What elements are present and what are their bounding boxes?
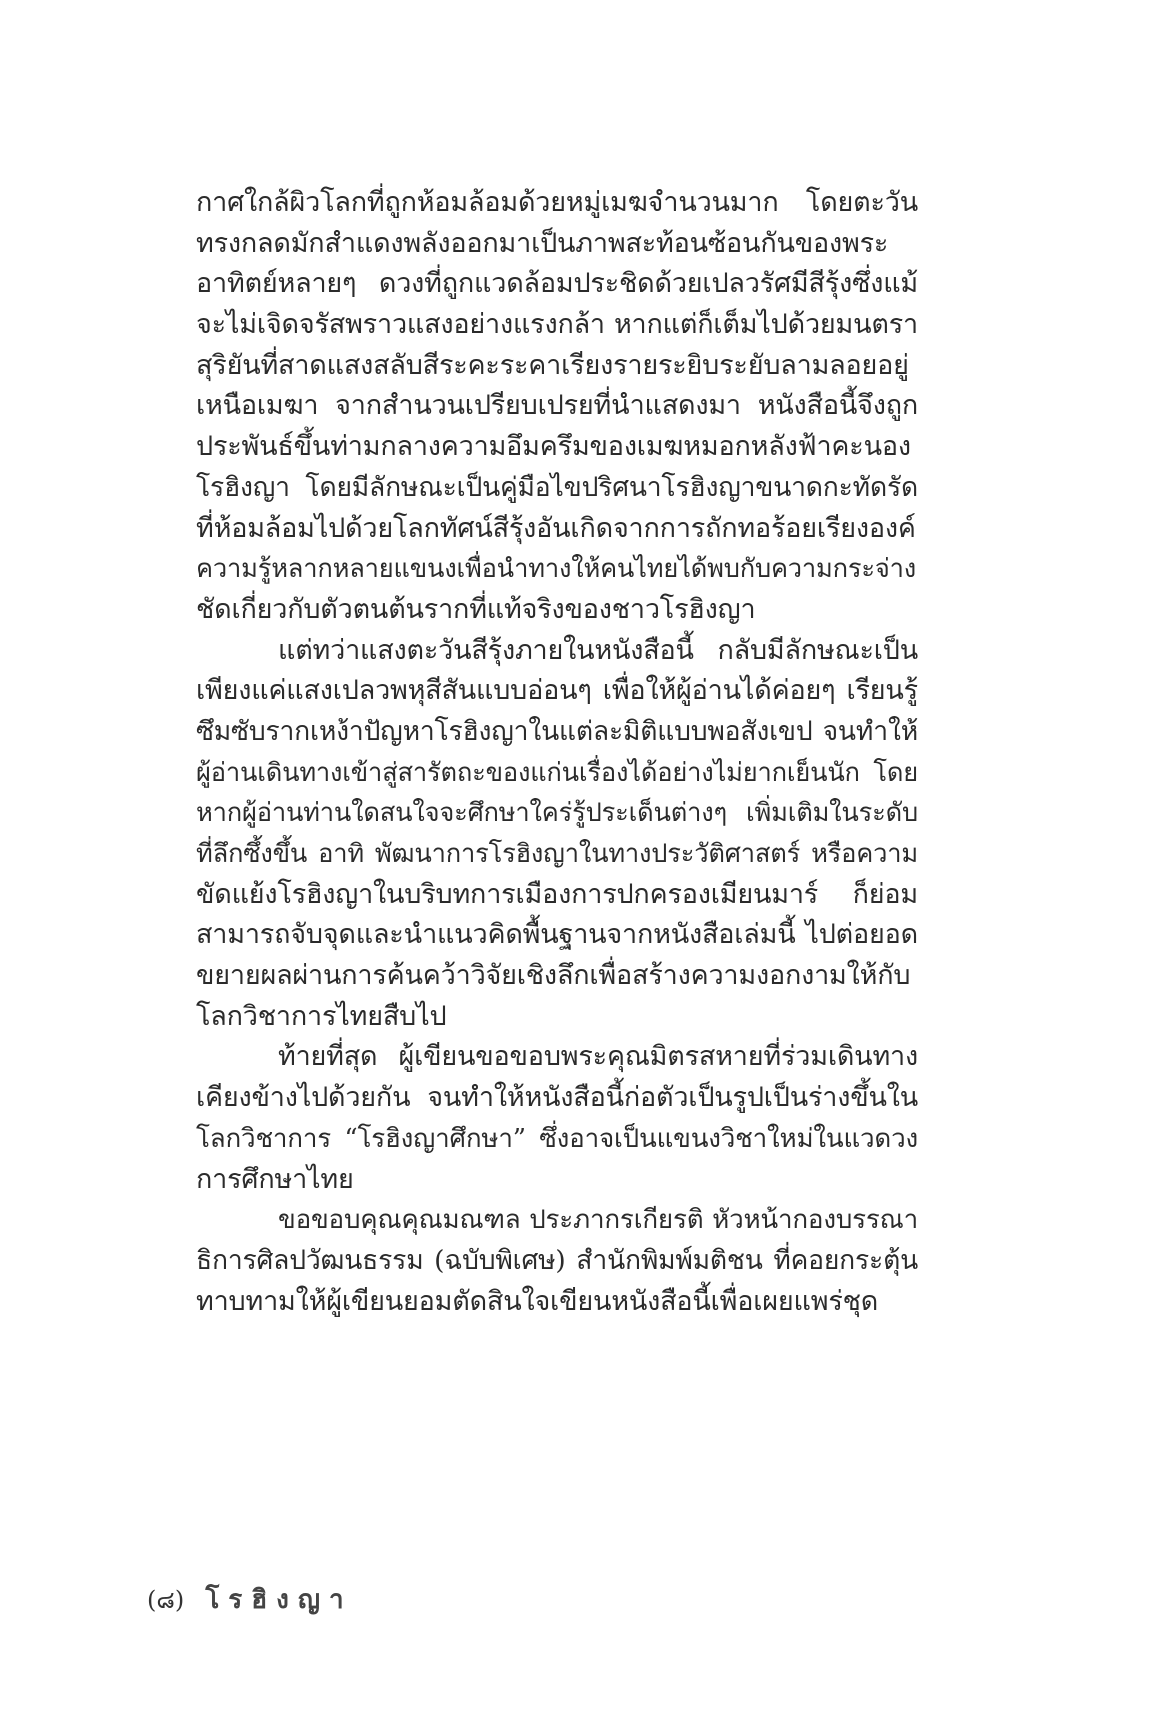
paragraph-first-line: ขอขอบคุณคุณมณฑล ประภากรเกียรติ หัวหน้ากองบรรณา [278, 1205, 918, 1236]
text-line: ขยายผลผ่านการค้นคว้าวิจัยเชิงลึกเพื่อสร้างความงอกงามให้กับ [196, 960, 911, 992]
text-line: กาศใกล้ผิวโลกที่ถูกห้อมล้อมด้วยหมู่เมฆจำนวนมาก โดยตะวัน [196, 187, 918, 218]
text-line: หากผู้อ่านท่านใดสนใจจะศึกษาใคร่รู้ประเด็นต่างๆ เพิ่มเติมในระดับ [196, 798, 918, 829]
page-footer [147, 1580, 353, 1620]
body-text [196, 183, 918, 1322]
text-line: ที่ลึกซึ้งขึ้น อาทิ พัฒนาการโรฮิงญาในทางประวัติศาสตร์ หรือความ [196, 839, 918, 869]
text-line: สามารถจับจุดและนำแนวคิดพื้นฐานจากหนังสือเล่มนี้ ไปต่อยอด [196, 919, 918, 951]
text-line: เพียงแค่แสงเปลวพหุสีสันแบบอ่อนๆ เพื่อให้ผู้อ่านได้ค่อยๆ เรียนรู้ [196, 675, 918, 707]
running-title: โรฮิงญา [205, 1585, 353, 1615]
page-number: (๘) [147, 1586, 185, 1614]
text-line: ทรงกลดมักสำแดงพลังออกมาเป็นภาพสะท้อนซ้อนกันของพระ [196, 227, 889, 259]
text-line: ซึมซับรากเหง้าปัญหาโรฮิงญาในแต่ละมิติแบบพอสังเขป จนทำให้ [196, 715, 918, 747]
text-line: ความรู้หลากหลายแขนงเพื่อนำทางให้คนไทยได้พบกับความกระจ่าง [196, 554, 916, 585]
text-line: เหนือเมฆา จากสำนวนเปรียบเปรยที่นำแสดงมา หนังสือนี้จึงถูก [196, 390, 918, 422]
text-line: ธิการศิลปวัฒนธรรม (ฉบับพิเศษ) สำนักพิมพ์มติชน ที่คอยกระตุ้น [196, 1244, 918, 1276]
text-line: สุริยันที่สาดแสงสลับสีระคะระคาเรียงรายระยิบระยับลามลอยอยู่ [196, 349, 909, 381]
paragraph-first-line: แต่ทว่าแสงตะวันสีรุ้งภายในหนังสือนี้ กลับมีลักษณะเป็น [278, 634, 918, 666]
text-line: โรฮิงญา โดยมีลักษณะเป็นคู่มือไขปริศนาโรฮิงญาขนาดกะทัดรัด [196, 471, 918, 503]
text-line: เคียงข้างไปด้วยกัน จนทำให้หนังสือนี้ก่อตัวเป็นรูปเป็นร่างขึ้นใน [196, 1082, 918, 1114]
text-line: โลกวิชาการ “โรฮิงญาศึกษา” ซึ่งอาจเป็นแขนงวิชาใหม่ในแวดวง [196, 1123, 918, 1154]
paragraph-first-line: ท้ายที่สุด ผู้เขียนขอขอบพระคุณมิตรสหายที่ร่วมเดินทาง [278, 1041, 918, 1073]
text-line: จะไม่เจิดจรัสพราวแสงอย่างแรงกล้า หากแต่ก็เต็มไปด้วยมนตรา [196, 309, 918, 341]
text-line: ชัดเกี่ยวกับตัวตนต้นรากที่แท้จริงของชาวโรฮิงญา [196, 593, 756, 625]
text-line: ที่ห้อมล้อมไปด้วยโลกทัศน์สีรุ้งอันเกิดจากการถักทอร้อยเรียงองค์ [196, 512, 916, 544]
text-line: ทาบทามให้ผู้เขียนยอมตัดสินใจเขียนหนังสือนี้เพื่อเผยแพร่ชุด [196, 1285, 879, 1317]
text-line: การศึกษาไทย [196, 1163, 354, 1195]
text-line: ผู้อ่านเดินทางเข้าสู่สารัตถะของแก่นเรื่องได้อย่างไม่ยากเย็นนัก โดย [196, 757, 918, 788]
text-line: โลกวิชาการไทยสืบไป [196, 1000, 447, 1032]
text-line: ประพันธ์ขึ้นท่ามกลางความอึมครึมของเมฆหมอกหลังฟ้าคะนอง [196, 431, 911, 463]
text-line: ขัดแย้งโรฮิงญาในบริบทการเมืองการปกครองเมียนมาร์ ก็ย่อม [196, 878, 918, 910]
text-line: อาทิตย์หลายๆ ดวงที่ถูกแวดล้อมประชิดด้วยเปลวรัศมีสีรุ้งซึ่งแม้ [196, 268, 918, 300]
